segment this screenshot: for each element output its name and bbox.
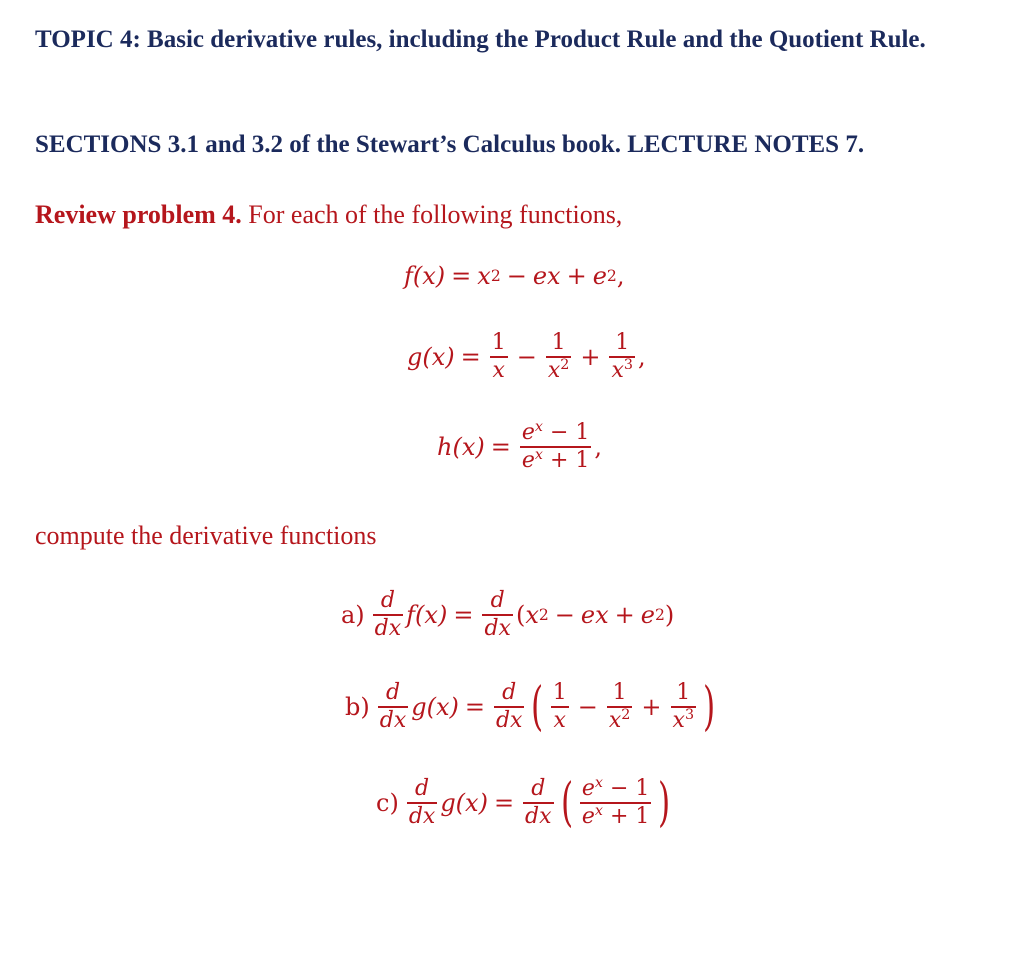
fraction-one-over-x-squared: $\frac{1}{x^2}$: [547, 330, 570, 383]
equation-g: g(x) = $\frac{1}{x}$ − $\frac{1}{x^2}$ + $\frac{1}{x^3}$ ,: [407, 330, 646, 383]
review-problem-label: Review problem 4.: [35, 200, 242, 229]
derivative-operator-a-right: $\frac{d}{dx}$: [484, 588, 511, 641]
fraction-one-over-x-cubed: $\frac{1}{x^3}$: [611, 330, 634, 383]
derivative-operator-c-right: $\frac{d}{dx}$: [525, 776, 552, 829]
derivative-operator-c-left: $\frac{d}{dx}$: [408, 776, 436, 829]
derivative-operator-a-left: $\frac{d}{dx}$: [374, 588, 402, 641]
equation-h: h(x) = $\frac{e^x - 1}{e^x + 1}$ ,: [437, 419, 603, 473]
part-a: a) $\frac{d}{dx}$ f(x) = $\frac{d}{dx}$ ( x 2 − ex + e 2 ): [341, 588, 675, 641]
part-b: b) $\frac{d}{dx}$ g(x) = $\frac{d}{dx}$ ( $\frac{1}{x}$ − $\frac{1}{x^2}$ + $\frac{1}{x^3}$ ): [345, 676, 716, 737]
fraction-one-over-x: $\frac{1}{x}$: [491, 330, 506, 383]
instruction-text: compute the derivative functions: [35, 521, 377, 550]
topic-heading: TOPIC 4: Basic derivative rules, including the Product Rule and the Quotient Rule.: [35, 26, 926, 53]
derivative-operator-b-left: $\frac{d}{dx}$: [379, 680, 407, 733]
sections-heading: SECTIONS 3.1 and 3.2 of the Stewart’s Calculus book. LECTURE NOTES 7.: [35, 131, 865, 158]
derivative-operator-b-right: $\frac{d}{dx}$: [495, 680, 523, 733]
f-lhs: f(x): [404, 262, 446, 290]
part-c: c) $\frac{d}{dx}$ g(x) = $\frac{d}{dx}$ ( $\frac{e^x - 1}{e^x + 1}$ ): [376, 772, 671, 833]
equation-f: f(x) = x 2 − ex + e 2 ,: [404, 262, 625, 290]
h-lhs: h(x): [437, 432, 485, 461]
review-problem-intro: For each of the following functions,: [248, 200, 623, 229]
review-problem-paragraph: [35, 198, 622, 232]
part-a-label: a): [341, 600, 365, 629]
part-b-label: b): [345, 692, 370, 721]
fraction-h: $\frac{e^x - 1}{e^x + 1}$: [521, 419, 590, 473]
g-lhs: g(x): [407, 342, 455, 371]
part-c-label: c): [376, 788, 399, 817]
